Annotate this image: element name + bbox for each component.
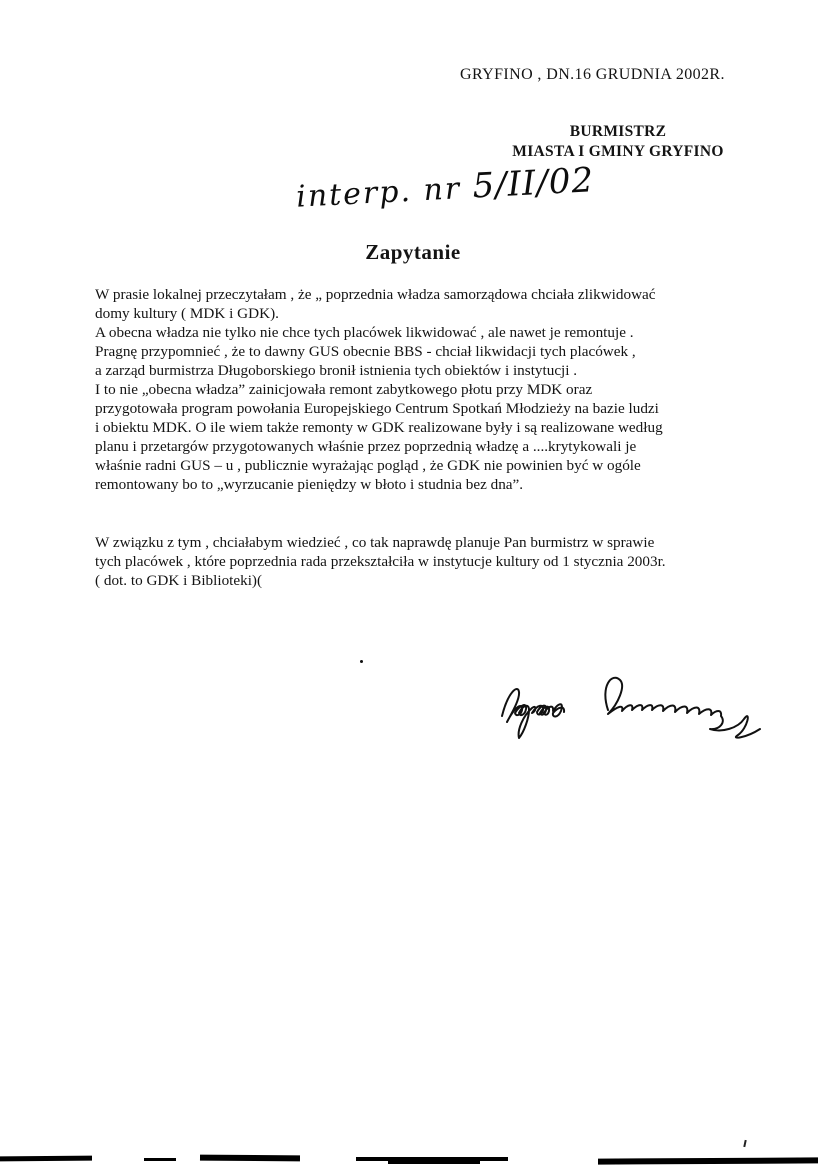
scan-tick — [743, 1140, 746, 1147]
scan-speck — [360, 660, 363, 663]
addressee-line2: MIASTA I GMINY GRYFINO — [512, 143, 724, 160]
addressee-block — [500, 122, 736, 162]
paragraph-line: tych placówek , które poprzednia rada przekształciła w instytucje kultury od 1 stycznia 2003r. — [95, 553, 666, 570]
paragraph-line: planu i przetargów przygotowanych właśnie przez poprzednią władzę a ....krytykowali je — [95, 438, 637, 455]
scan-artifact — [144, 1158, 176, 1161]
paragraph-2 — [95, 533, 755, 590]
paragraph-line: właśnie radni GUS – u , publicznie wyrażając pogląd , że GDK nie powinien być w ogóle — [95, 457, 641, 474]
paragraph-line: i obiektu MDK. O ile wiem także remonty w GDK realizowane były i są realizowane według — [95, 419, 663, 436]
paragraph-line: a zarząd burmistrza Długoborskiego bronił istnienia tych obiektów i instytucji . — [95, 362, 578, 379]
scan-artifact — [388, 1159, 480, 1164]
page-title: Zapytanie — [365, 240, 461, 264]
scan-artifact — [598, 1157, 818, 1164]
signature-strokes — [488, 658, 778, 743]
paragraph-line: domy kultury ( MDK i GDK). — [95, 305, 279, 322]
scan-artifact — [200, 1155, 300, 1162]
handwritten-interpellation-number — [295, 160, 595, 216]
paragraph-line: Pragnę przypomnieć , że to dawny GUS obecnie BBS - chciał likwidacji tych placówek , — [95, 343, 636, 360]
paragraph-line: przygotowała program powołania Europejskiego Centrum Spotkań Młodzieży na bazie ludzi — [95, 400, 659, 417]
paragraph-line: I to nie „obecna władza” zainicjowała remont zabytkowego płotu przy MDK oraz — [95, 381, 593, 398]
paragraph-line: W prasie lokalnej przeczytałam , że „ poprzednia władza samorządowa chciała zlikwidować — [95, 286, 656, 303]
paragraph-line: W związku z tym , chciałabym wiedzieć , co tak naprawdę planuje Pan burmistrz w sprawie — [95, 534, 655, 551]
addressee-line1: BURMISTRZ — [569, 123, 667, 140]
date-line: GRYFINO , DN.16 GRUDNIA 2002R. — [460, 66, 725, 83]
paragraph-line: ( dot. to GDK i Biblioteki)( — [95, 572, 263, 589]
paragraph-line: A obecna władza nie tylko nie chce tych placówek likwidować , ale nawet je remontuje . — [95, 324, 634, 341]
handwritten-note-prefix: interp. nr — [295, 171, 462, 215]
handwritten-note-number: 5/II/02 — [471, 160, 596, 207]
paragraph-line: remontowany bo to „wyrzucanie pieniędzy w błoto i studnia bez dna”. — [95, 476, 524, 493]
paragraph-1 — [95, 285, 755, 494]
signature-handwriting — [488, 658, 778, 748]
scan-artifact — [0, 1156, 92, 1162]
